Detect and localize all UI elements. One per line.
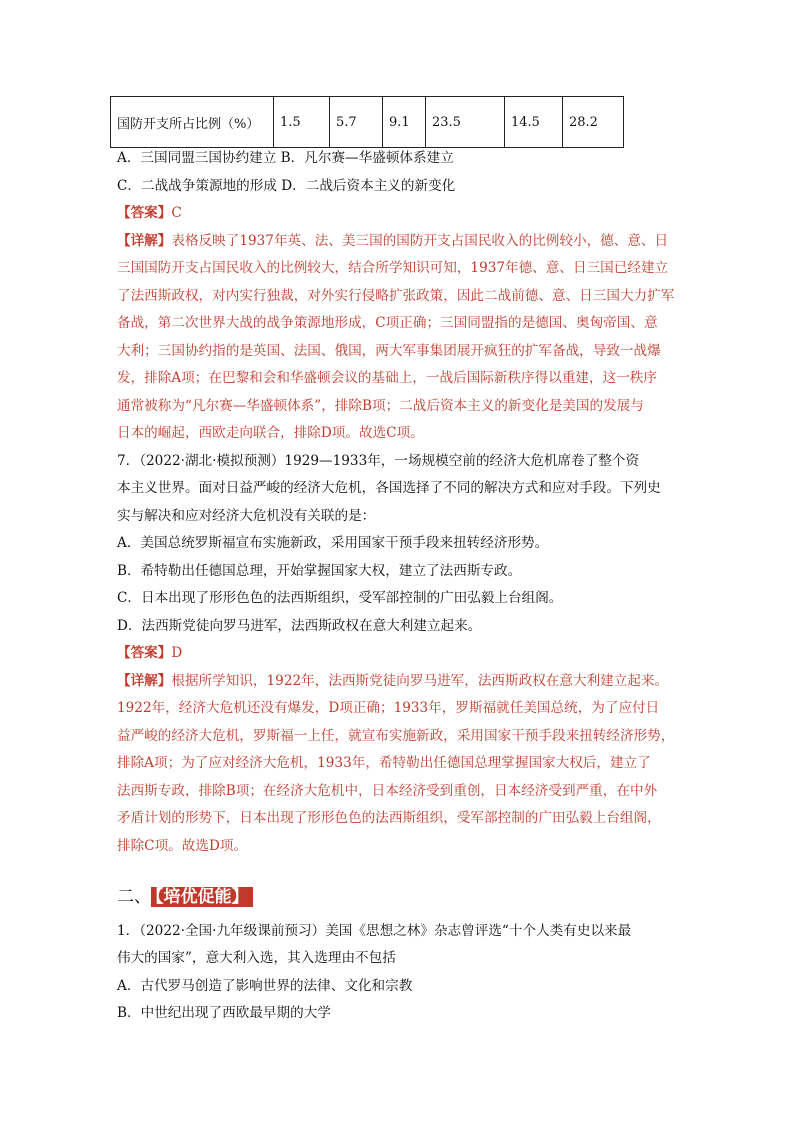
option-a: A．古代罗马创造了影响世界的法律、文化和宗教 — [117, 978, 413, 994]
explanation-line: 排除A项；为了应对经济大危机，1933年，希特勒出任德国总理掌握国家大权后，建立了 — [117, 755, 651, 771]
explanation-line: 发，排除A项；在巴黎和会和华盛顿会议的基础上，一战后国际新秩序得以重建，这一秩序 — [117, 370, 657, 386]
explanation-line: 日本的崛起，西欧走向联合，排除D项。故选C项。 — [117, 425, 424, 441]
explanation-line: 备战，第二次世界大战的战争策源地形成，C项正确；三国同盟指的是德国、奥匈帝国、意 — [117, 315, 658, 331]
answer-line — [117, 643, 182, 663]
explanation-line: 三国国防开支占国民收入的比例较大，结合所学知识可知，1937年德、意、日三国已经建立 — [117, 260, 669, 276]
option-cd: C．二战战争策源地的形成 D．二战后资本主义的新变化 — [117, 178, 456, 194]
table-cell: 9.1 — [383, 97, 426, 148]
section-title-badge: 【培优促能】 — [151, 887, 253, 907]
answer-line — [117, 203, 182, 223]
explanation-line: 【详解】表格反映了1937年英、法、美三国的国防开支占国民收入的比例较小，德、意、日 — [117, 233, 669, 249]
option-b: B．中世纪出现了西欧最早期的大学 — [117, 1005, 331, 1021]
question-stem-line: 1．（2022·全国·九年级课前预习）美国《思想之林》杂志曾评选“十个人类有史以来最 — [117, 923, 632, 939]
defense-spending-table — [110, 96, 624, 148]
option-d: D．法西斯党徒向罗马进军，法西斯政权在意大利建立起来。 — [117, 618, 482, 634]
table-cell: 5.7 — [330, 97, 383, 148]
explanation-line: 【详解】根据所学知识，1922年，法西斯党徒向罗马进军，法西斯政权在意大利建立起来。 — [117, 673, 669, 689]
section-number: 二、 — [117, 887, 151, 907]
explanation-tag: 【详解】 — [117, 673, 172, 689]
explanation-line: 排除C项。故选D项。 — [117, 838, 248, 854]
table-cell: 28.2 — [563, 97, 624, 148]
table-cell: 1.5 — [274, 97, 330, 148]
explanation-tag: 【详解】 — [117, 233, 172, 249]
answer-tag: 【答案】 — [117, 645, 172, 661]
table-row-label: 国防开支所占比例（%） — [111, 97, 274, 148]
explanation-line: 了法西斯政权，对内实行独裁，对外实行侵略扩张政策，因此二战前德、意、日三国大力扩军 — [117, 288, 675, 304]
question-stem-line: 本主义世界。面对日益严峻的经济大危机，各国选择了不同的解决方式和应对手段。下列史 — [117, 480, 661, 496]
explanation-line: 通常被称为“凡尔赛—华盛顿体系”，排除B项；二战后资本主义的新变化是美国的发展与 — [117, 398, 644, 414]
explanation-line: 大利；三国协约指的是英国、法国、俄国，两大军事集团展开疯狂的扩军备战，导致一战爆 — [117, 343, 661, 359]
explanation-line: 矛盾计划的形势下，日本出现了形形色色的法西斯组织，受军部控制的广田弘毅上台组阁， — [117, 810, 661, 826]
option-a: A．美国总统罗斯福宣布实施新政，采用国家干预手段来扭转经济形势。 — [117, 535, 549, 551]
option-b: B．希特勒出任德国总理，开始掌握国家大权，建立了法西斯专政。 — [117, 563, 522, 579]
answer-value: C — [171, 205, 182, 221]
table-cell: 23.5 — [426, 97, 505, 148]
table-cell: 14.5 — [505, 97, 563, 148]
explanation-line: 法西斯专政，排除B项；在经济大危机中，日本经济受到重创，日本经济受到严重，在中外 — [117, 783, 658, 799]
section-heading — [117, 885, 253, 909]
table-row — [111, 97, 624, 148]
explanation-line: 1922年，经济大危机还没有爆发，D项正确；1933年，罗斯福就任美国总统，为了应付日 — [117, 700, 660, 716]
answer-value: D — [171, 645, 183, 661]
option-ab: A．三国同盟三国协约建立 B．凡尔赛—华盛顿体系建立 — [117, 150, 454, 166]
question-stem-line: 实与解决和应对经济大危机没有关联的是： — [117, 508, 376, 524]
explanation-line: 益严峻的经济大危机，罗斯福一上任，就宣布实施新政，采用国家干预手段来扭转经济形势， — [117, 728, 675, 744]
answer-tag: 【答案】 — [117, 205, 172, 221]
question-stem-line: 7．（2022·湖北·模拟预测）1929—1933年，一场规模空前的经济大危机席卷了整个资 — [117, 453, 640, 469]
option-c: C．日本出现了形形色色的法西斯组织，受军部控制的广田弘毅上台组阁。 — [117, 590, 563, 606]
question-stem-line: 伟大的国家”，意大利入选，其入选理由不包括 — [117, 950, 396, 966]
